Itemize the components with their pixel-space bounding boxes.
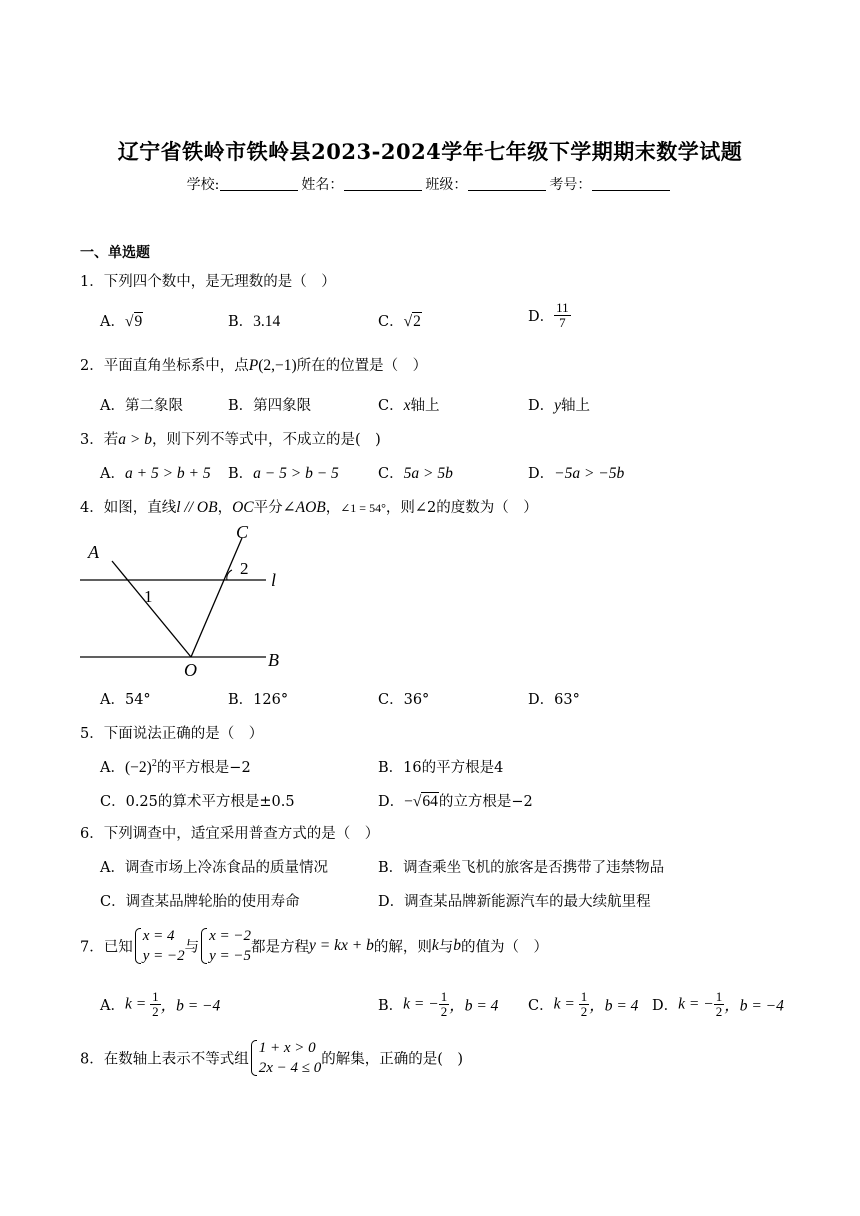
q4-mid3: ， xyxy=(325,500,341,516)
q7-d-fraction xyxy=(714,990,725,1019)
q3-option-c xyxy=(378,462,453,483)
q3-a-label: A． xyxy=(100,466,125,482)
class-blank[interactable] xyxy=(468,176,546,191)
q7-with: 与 xyxy=(184,939,200,956)
q7-c-k: k = xyxy=(553,995,579,1013)
q3-condition: a > b xyxy=(118,431,152,448)
q2-stem-pre: 2．平面直角坐标系中，点 xyxy=(80,358,249,374)
q4-mid2: 平分 xyxy=(253,500,283,516)
q7-option-d xyxy=(652,990,784,1019)
question-7-stem xyxy=(80,926,548,966)
q1-d-denominator: 7 xyxy=(559,315,566,330)
q1-b-value: 3.14 xyxy=(253,313,281,330)
q4-oc: OC xyxy=(232,499,254,516)
q7-a-b: ，b = −4 xyxy=(160,997,221,1015)
q7-c-num: 1 xyxy=(580,989,588,1004)
q6-option-b: B．调查乘坐飞机的旅客是否携带了违禁物品 xyxy=(378,860,665,876)
q4-stem-post: ，则∠2的度数为（ ） xyxy=(385,500,538,516)
q7-stem-pre: 7．已知 xyxy=(80,939,133,956)
q4-option-a: A．54° xyxy=(100,692,151,708)
q7-k: k xyxy=(431,937,439,954)
q4-figure xyxy=(70,518,300,680)
q7-d-k: k = − xyxy=(678,995,714,1013)
q4-angle-aob: ∠AOB xyxy=(282,499,326,516)
q5-option-c: C．0.25的算术平方根是±0.5 xyxy=(100,794,295,810)
q7-option-b xyxy=(378,990,498,1019)
q2-option-a: A．第二象限 xyxy=(100,398,183,414)
q3-d-label: D． xyxy=(528,466,555,482)
q3-d-expr: −5a > −5b xyxy=(554,465,625,482)
q7-b-den: 2 xyxy=(440,1004,448,1019)
exam-no-label: 考号： xyxy=(549,177,592,193)
label-angle-2: 2 xyxy=(240,559,249,578)
q7-a-fraction xyxy=(150,990,161,1019)
q2-coords: (2,−1) xyxy=(258,357,297,374)
q2-c-text: 轴上 xyxy=(410,398,440,414)
q4-option-c: C．36° xyxy=(378,692,430,708)
q5-option-d xyxy=(378,790,533,811)
q7-option-c xyxy=(528,990,638,1019)
student-info-line xyxy=(0,174,860,194)
q2-option-c xyxy=(378,394,440,415)
q3-c-expr: 5a > 5b xyxy=(403,465,453,482)
question-5-stem: 5．下面说法正确的是（ ） xyxy=(80,726,264,742)
q5-d-minus: − xyxy=(404,793,413,810)
q4-parallel: l // OB xyxy=(176,499,218,516)
q5-a-text: 的平方根是−2 xyxy=(156,760,251,776)
q3-stem-post: ，则下列不等式中，不成立的是( ) xyxy=(151,432,381,448)
q1-c-radicand: 2 xyxy=(413,313,421,330)
q8-line2: 2x − 4 ≤ 0 xyxy=(258,1060,322,1076)
q7-sys1-line1: x = 4 xyxy=(142,928,175,944)
q3-option-d xyxy=(528,462,624,483)
q5-a-label: A． xyxy=(100,760,125,776)
q1-option-a xyxy=(100,310,143,331)
q7-a-label: A． xyxy=(100,998,125,1014)
q7-system-1 xyxy=(133,926,185,966)
q7-stem-post: 的值为（ ） xyxy=(461,939,548,956)
q2-point: P xyxy=(248,357,259,374)
question-2-stem xyxy=(80,354,427,375)
q1-a-label: A． xyxy=(100,314,125,330)
q7-b-k: k = − xyxy=(403,995,439,1013)
q7-b-label: B． xyxy=(378,998,404,1014)
q2-d-text: 轴上 xyxy=(561,398,591,414)
q1-option-d xyxy=(528,301,571,330)
q1-a-sqrt: √9 xyxy=(124,313,143,330)
q7-d-label: D． xyxy=(652,998,679,1014)
label-o: O xyxy=(184,660,197,680)
q5-d-text: 的立方根是−2 xyxy=(438,794,533,810)
q8-line1: 1 + x > 0 xyxy=(258,1040,316,1056)
name-label: 姓名： xyxy=(301,177,344,193)
q7-option-a xyxy=(100,990,220,1019)
q5-d-radicand: 64 xyxy=(422,793,438,810)
q4-option-b: B．126° xyxy=(228,692,289,708)
q6-option-d: D．调查某品牌新能源汽车的最大续航里程 xyxy=(378,894,651,910)
name-blank[interactable] xyxy=(344,176,422,191)
q7-mid: 都是方程 xyxy=(251,939,310,956)
q4-option-d: D．63° xyxy=(528,692,580,708)
section-heading: 一、单选题 xyxy=(80,245,150,261)
label-angle-1: 1 xyxy=(144,587,153,606)
q7-a-den: 2 xyxy=(152,1004,159,1019)
q7-d-den: 2 xyxy=(715,1004,723,1019)
q8-stem-pre: 8．在数轴上表示不等式组 xyxy=(80,1051,249,1068)
q1-a-radicand: 9 xyxy=(134,313,143,330)
q3-option-a xyxy=(100,462,211,483)
q8-stem-post: 的解集，正确的是( ) xyxy=(321,1051,464,1068)
q1-d-numerator: 11 xyxy=(556,300,569,315)
q4-mid1: ， xyxy=(217,500,233,516)
school-blank[interactable] xyxy=(220,176,298,191)
q4-angle-1: ∠1 = 54° xyxy=(340,501,386,515)
school-label: 学校: xyxy=(186,177,220,193)
q7-d-num: 1 xyxy=(715,989,723,1004)
q7-sys2-line1: x = −2 xyxy=(209,928,252,944)
q3-a-expr: a + 5 > b + 5 xyxy=(124,465,211,482)
q7-mid2: 的解，则 xyxy=(373,939,432,956)
q4-stem-pre: 4．如图，直线 xyxy=(80,500,177,516)
label-c: C xyxy=(236,522,249,542)
q7-sys2-line2: y = −5 xyxy=(209,948,252,964)
question-8-stem xyxy=(80,1038,463,1078)
question-1-stem: 1．下列四个数中，是无理数的是（ ） xyxy=(80,274,336,290)
class-label: 班级： xyxy=(425,177,468,193)
q5-option-b: B．16的平方根是4 xyxy=(378,760,504,776)
q1-d-fraction xyxy=(554,301,571,330)
question-3-stem xyxy=(80,428,381,449)
q7-system-2 xyxy=(199,926,251,966)
q2-d-var: y xyxy=(554,397,562,414)
q3-option-b xyxy=(228,462,339,483)
q5-a-base: (−2) xyxy=(124,759,152,776)
q2-d-label: D． xyxy=(528,398,555,414)
q7-b-b: ，b = 4 xyxy=(449,997,499,1015)
q1-d-label: D． xyxy=(528,309,555,325)
label-a: A xyxy=(88,542,99,562)
q7-equation: y = kx + b xyxy=(309,937,374,954)
q5-d-label: D． xyxy=(378,794,405,810)
q7-c-label: C． xyxy=(528,998,554,1014)
label-b: B xyxy=(268,650,279,670)
q7-b-num: 1 xyxy=(440,989,448,1004)
ray-oc xyxy=(191,538,242,657)
q7-b: b xyxy=(453,937,461,954)
q2-option-d xyxy=(528,394,590,415)
page-title: 辽宁省铁岭市铁岭县2023-2024学年七年级下学期期末数学试题 xyxy=(117,139,743,164)
q7-a-num: 1 xyxy=(152,989,159,1004)
q7-and: 与 xyxy=(438,939,454,956)
q2-option-b: B．第四象限 xyxy=(228,398,312,414)
q1-option-c xyxy=(378,310,422,331)
question-4-stem xyxy=(80,496,538,517)
q5-d-sqrt: √64 xyxy=(412,793,438,810)
q3-b-expr: a − 5 > b − 5 xyxy=(253,465,339,482)
exam-no-blank[interactable] xyxy=(592,176,670,191)
q2-c-label: C． xyxy=(378,398,404,414)
q1-b-label: B． xyxy=(228,314,254,330)
q3-c-label: C． xyxy=(378,466,404,482)
ray-oa xyxy=(112,561,191,657)
q1-c-label: C． xyxy=(378,314,404,330)
q6-option-c: C．调查某品牌轮胎的使用寿命 xyxy=(100,894,300,910)
question-6-stem: 6．下列调查中，适宜采用普查方式的是（ ） xyxy=(80,826,380,842)
q6-option-a: A．调查市场上冷冻食品的质量情况 xyxy=(100,860,328,876)
q7-d-b: ，b = −4 xyxy=(724,997,784,1015)
q2-stem-post: 所在的位置是（ ） xyxy=(296,358,428,374)
q7-c-b: ，b = 4 xyxy=(589,997,639,1015)
q5-a-exponent: 2 xyxy=(151,758,157,770)
q3-stem-pre: 3．若 xyxy=(80,432,119,448)
q3-b-label: B． xyxy=(228,466,254,482)
label-l: l xyxy=(271,570,277,590)
q5-option-a xyxy=(100,756,251,777)
q7-sys1-line2: y = −2 xyxy=(142,948,185,964)
q7-c-fraction xyxy=(579,990,590,1019)
q8-system xyxy=(249,1038,322,1078)
q7-c-den: 2 xyxy=(580,1004,588,1019)
q1-c-sqrt: √2 xyxy=(403,313,421,330)
q7-a-k: k = xyxy=(124,995,151,1013)
q7-b-fraction xyxy=(439,990,450,1019)
q2-c-var: x xyxy=(403,397,411,414)
q1-option-b xyxy=(228,310,280,331)
